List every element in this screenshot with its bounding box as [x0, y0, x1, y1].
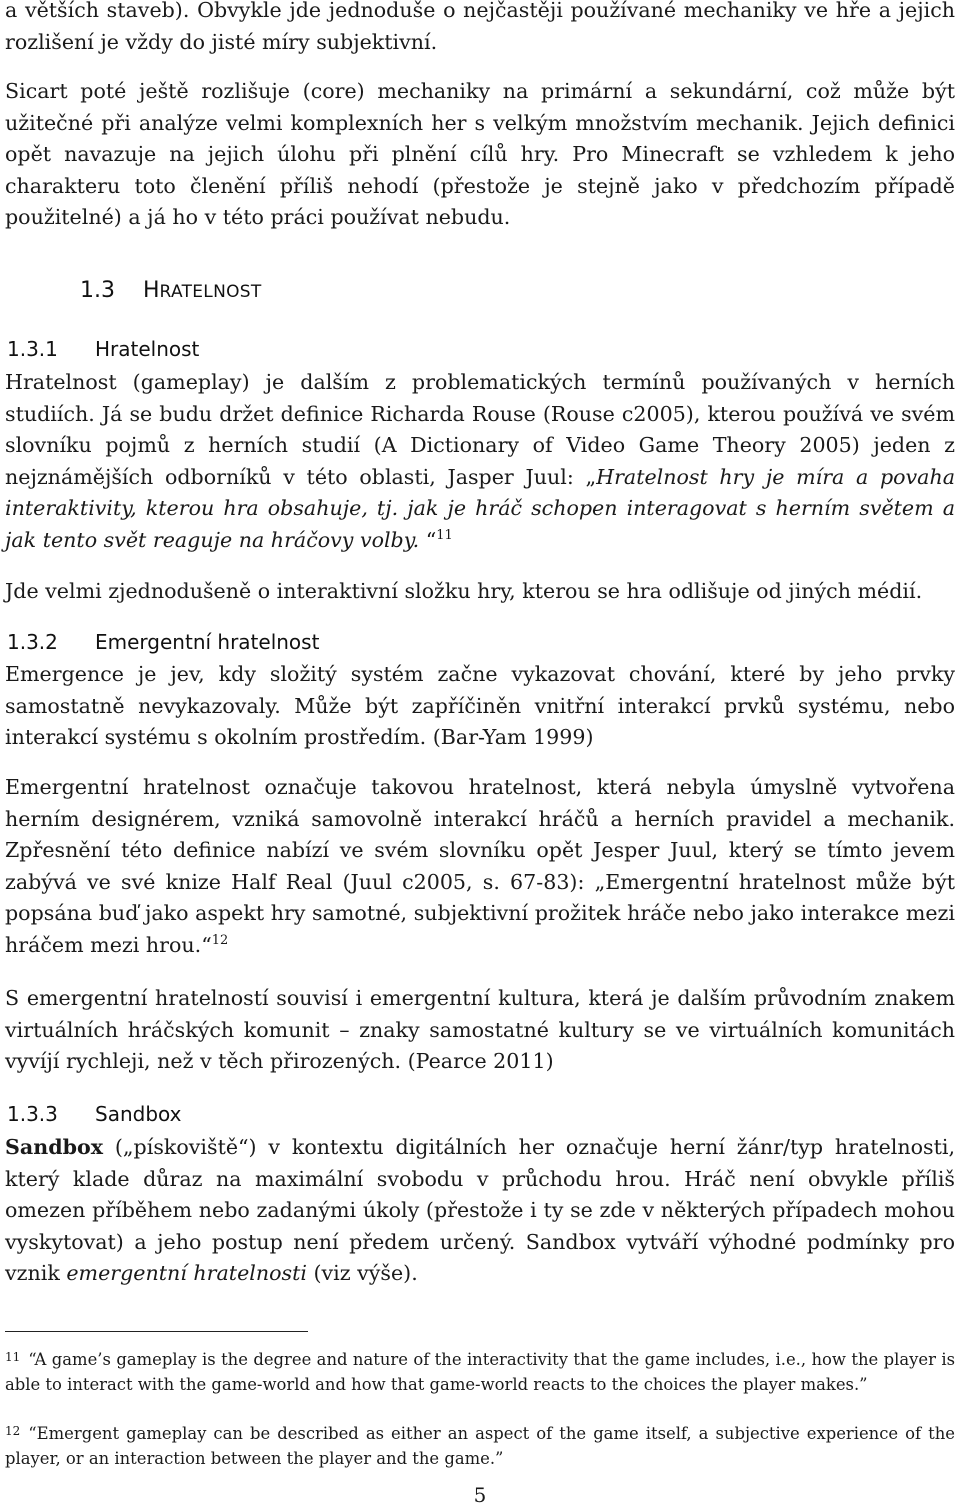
footnote-number: 12	[5, 1424, 21, 1438]
term-bold: Sandbox	[5, 1135, 104, 1159]
footnote-ref-11[interactable]: 11	[436, 527, 453, 543]
paragraph-sandbox	[5, 1132, 955, 1290]
text-run: “	[419, 527, 437, 552]
section-number: 1.3	[80, 278, 115, 303]
subsection-number: 1.3.2	[7, 630, 58, 654]
subsection-heading-1-3-1	[7, 337, 199, 361]
footnote-number: 11	[5, 1350, 21, 1364]
subsection-number: 1.3.1	[7, 337, 58, 361]
footnote-ref-12[interactable]: 12	[211, 932, 229, 948]
section-title-rest: RATELNOST	[159, 282, 262, 302]
text-run: Emergentní hratelnost označuje takovou hratelnost, která nebyla úmyslně vytvořena herním designérem, vzniká samovolně interakcí hráčů a herních pravidel a mechanik. Zpřesnění této definice nabízí ve svém slovníku opět Jesper Juul, který se tímto jevem zabývá ve své knize Half Real (Juul c2005, s. 67-83): „Emergentní hratelnost může být popsána buď jako aspekt hry samotné, subjektivní prožitek hráče nebo jako interakce mezi hráčem mezi hrou.“	[5, 775, 955, 957]
subsection-title: Emergentní hratelnost	[95, 630, 320, 654]
paragraph-emergent-gameplay	[5, 772, 955, 962]
footnote-separator	[5, 1331, 308, 1332]
subsection-heading-1-3-2	[7, 630, 319, 654]
quote-italic: Hratelnost hry je míra a povaha interaktivity, kterou hra obsahuje, tj. jak je hráč schopen interagovat s herním světem a jak tento svět reaguje na hráčovy volby.	[5, 464, 955, 552]
paragraph-sicart: Sicart poté ještě rozlišuje (core) mechaniky na primární a sekundární, což může být užitečné při analýze velmi komplexních her s velkým množstvím mechanik. Jejich definici opět navazuje na jejich úlohu při plnění cílů hry. Pro Minecraft se vzhledem k jeho charakteru toto členění příliš nehodí (přestože je stejně jako v předchozím případě použitelné) a já ho v této práci používat nebudu.	[5, 79, 955, 230]
text-run: (viz výše).	[306, 1261, 418, 1286]
subsection-heading-1-3-3	[7, 1102, 181, 1126]
paragraph-emergent-culture: S emergentní hratelností souvisí i emergentní kultura, která je dalším průvodním znakem virtuálních hráčských komunit – znaky samostatné kultury se ve virtuálních komunitách vyvíjí rychleji, než v těch přirozených. (Pearce 2011)	[5, 986, 955, 1074]
paragraph-intro-end: a větších staveb). Obvykle jde jednoduše o nejčastěji používané mechaniky ve hře a jejich rozlišení je vždy do jisté míry subjektivní.	[5, 0, 955, 54]
subsection-title: Hratelnost	[95, 337, 200, 361]
paragraph-hratelnost-definition	[5, 367, 955, 557]
subsection-title: Sandbox	[95, 1102, 182, 1126]
footnote-12	[5, 1419, 955, 1471]
section-heading-1-3	[80, 278, 262, 303]
page-number: 5	[473, 1483, 487, 1507]
text-run: Hratelnost (gameplay) je dalším z problematických termínů používaných v herních studiích. Já se budu držet definice Richarda Rouse (Rouse c2005), kterou používá ve svém slovníku pojmů z herních studií (A Dictionary of Video Game Theory 2005) jeden z nejznámějších odborníků v této oblasti, Jasper Juul: „	[5, 370, 955, 489]
footnote-text: “Emergent gameplay can be described as either an aspect of the game itself, a subjective experience of the player, or an interaction between the player and the game.”	[5, 1424, 955, 1468]
section-title-initial: H	[143, 278, 160, 303]
footnote-text: “A game’s gameplay is the degree and nature of the interactivity that the game includes, i.e., how the player is able to interact with the game-world and how that game-world reacts to the choices the player makes.”	[5, 1350, 955, 1394]
subsection-number: 1.3.3	[7, 1102, 58, 1126]
text-run: („pískoviště“) v kontextu digitálních her označuje herní žánr/typ hratelnosti, který klade důraz na maximální svobodu v průchodu hrou. Hráč není obvykle příliš omezen příběhem nebo zadanými úkoly (přestože i ty se zde v některých případech mohou vyskytovat) a jeho postup není předem určený. Sandbox vytváří výhodné podmínky pro vznik	[5, 1135, 955, 1286]
paragraph-hratelnost-summary: Jde velmi zjednodušeně o interaktivní složku hry, kterou se hra odlišuje od jiných médií.	[5, 579, 923, 603]
paragraph-emergence: Emergence je jev, kdy složitý systém začne vykazovat chování, které by jeho prvky samostatně nevykazovaly. Může být zapříčiněn vnitřní interakcí prvků systému, nebo interakcí systému s okolním prostředím. (Bar-Yam 1999)	[5, 662, 955, 750]
term-italic: emergentní hratelnosti	[66, 1261, 307, 1286]
footnote-11	[5, 1345, 955, 1397]
